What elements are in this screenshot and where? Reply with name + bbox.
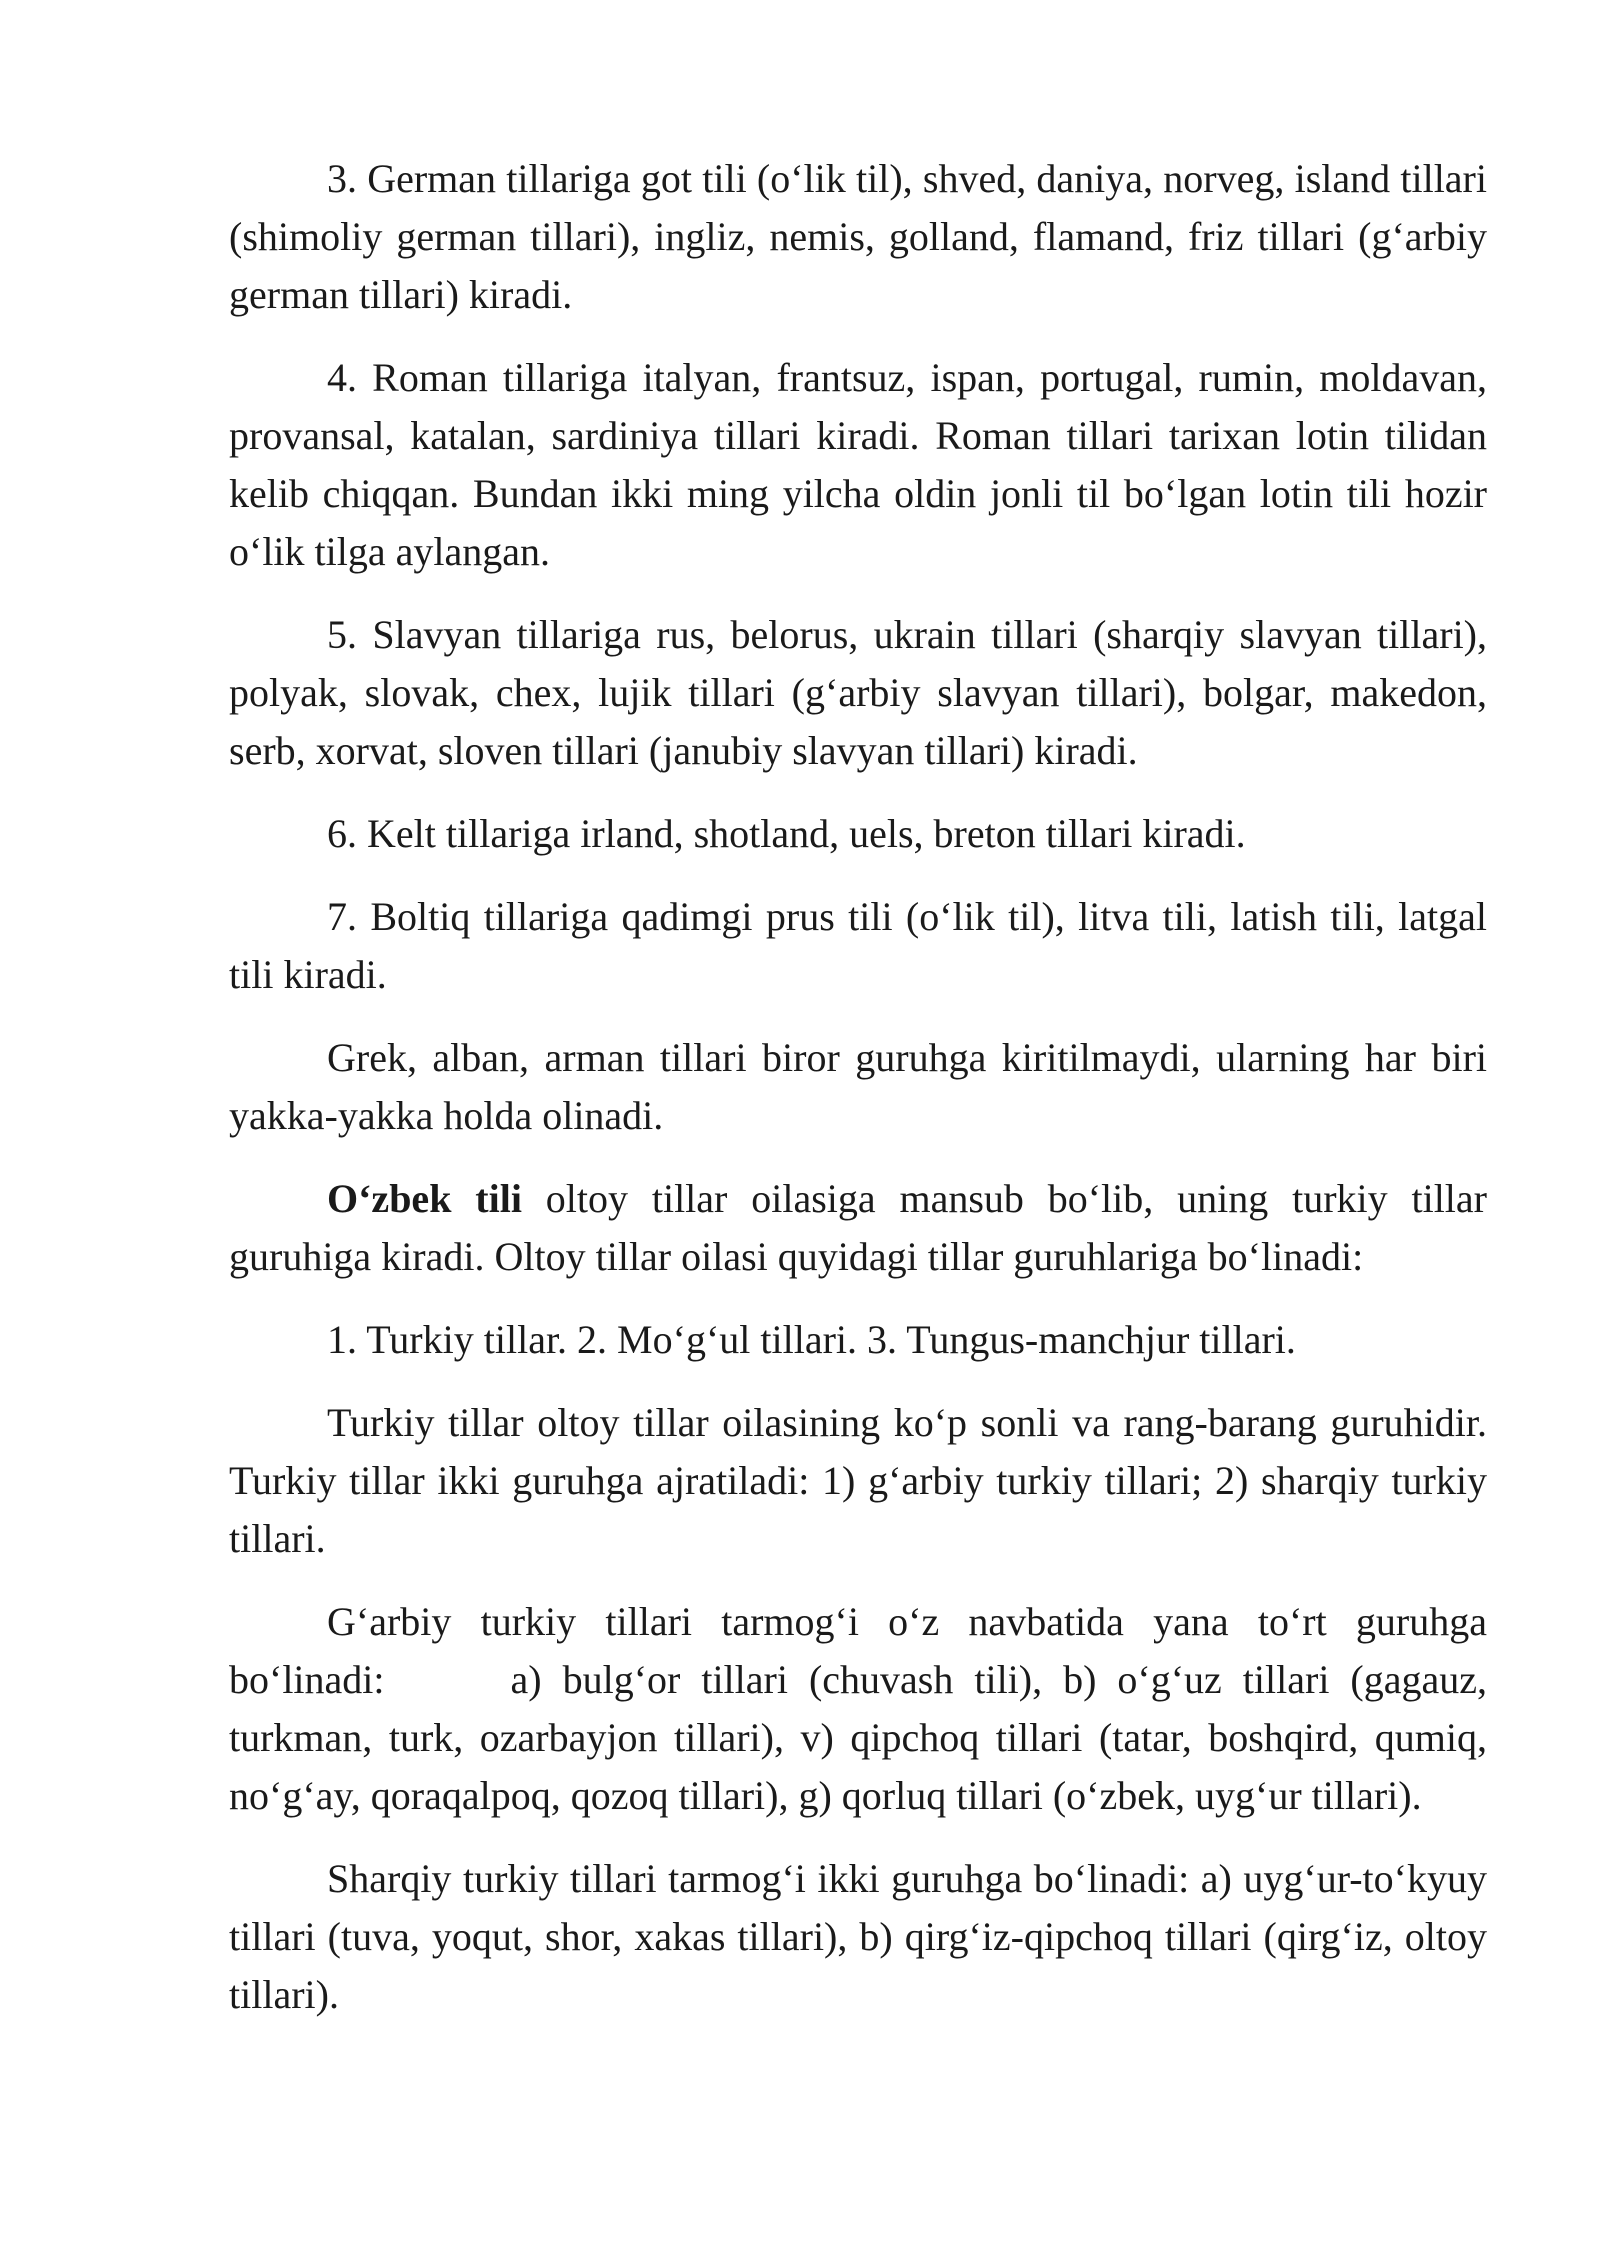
paragraph-turkic-languages: Turkiy tillar oltoy tillar oilasining ko‘p sonli va rang-barang guruhidir. Turkiy tillar ikki guruhga ajratiladi: 1) g‘arbiy turkiy tillari; 2) sharqiy turkiy tillari. <box>229 1400 1487 1561</box>
western-turkic-intro: G‘arbiy turkiy tillari tarmog‘i o‘z navbatida yana to‘rt guruhga bo‘linadi: <box>229 1599 1487 1702</box>
document-page <box>229 150 1487 2049</box>
paragraph-romance-languages: 4. Roman tillariga italyan, frantsuz, ispan, portugal, rumin, moldavan, provansal, katalan, sardiniya tillari kiradi. Roman tillari tarixan lotin tilidan kelib chiqqan. Bundan ikki ming yilcha oldin jonli til bo‘lgan lotin tili hozir o‘lik tilga aylangan. <box>229 355 1487 574</box>
paragraph-uzbek-language <box>229 1170 1487 1286</box>
paragraph-eastern-turkic: Sharqiy turkiy tillari tarmog‘i ikki guruhga bo‘linadi: a) uyg‘ur-to‘kyuy tillari (tuva, yoqut, shor, xakas tillari), b) qirg‘iz-qipchoq tillari (qirg‘iz, oltoy tillari). <box>229 1856 1487 2017</box>
paragraph-german-languages: 3. German tillariga got tili (o‘lik til), shved, daniya, norveg, island tillari (shimoliy german tillari), ingliz, nemis, golland, flamand, friz tillari (g‘arbiy german tillari) kiradi. <box>229 156 1487 317</box>
paragraph-western-turkic <box>229 1593 1487 1825</box>
uzbek-language-term: O‘zbek tili <box>327 1176 522 1221</box>
western-turkic-list: a) bulg‘or tillari (chuvash tili), b) o‘g‘uz tillari (gagauz, turkman, turk, ozarbayjon tillari), v) qipchoq tillari (tatar, boshqird, qumiq, no‘g‘ay, qoraqalpoq, qozoq tillari), g) qorluq tillari (o‘zbek, uyg‘ur tillari). <box>229 1657 1487 1818</box>
paragraph-celtic-languages: 6. Kelt tillariga irland, shotland, uels, breton tillari kiradi. <box>327 811 1246 856</box>
paragraph-slavic-languages: 5. Slavyan tillariga rus, belorus, ukrain tillari (sharqiy slavyan tillari), polyak, slovak, chex, lujik tillari (g‘arbiy slavyan tillari), bolgar, makedon, serb, xorvat, sloven tillari (janubiy slavyan tillari) kiradi. <box>229 612 1487 773</box>
uzbek-language-text: oltoy tillar oilasiga mansub bo‘lib, uning turkiy tillar guruhiga kiradi. Oltoy tillar oilasi quyidagi tillar guruhlariga bo‘linadi: <box>229 1176 1487 1279</box>
paragraph-altaic-groups: 1. Turkiy tillar. 2. Mo‘g‘ul tillari. 3. Tungus-manchjur tillari. <box>327 1317 1296 1362</box>
paragraph-baltic-languages: 7. Boltiq tillariga qadimgi prus tili (o‘lik til), litva tili, latish tili, latgal tili kiradi. <box>229 894 1487 997</box>
paragraph-isolated-languages: Grek, alban, arman tillari biror guruhga kiritilmaydi, ularning har biri yakka-yakka holda olinadi. <box>229 1035 1487 1138</box>
